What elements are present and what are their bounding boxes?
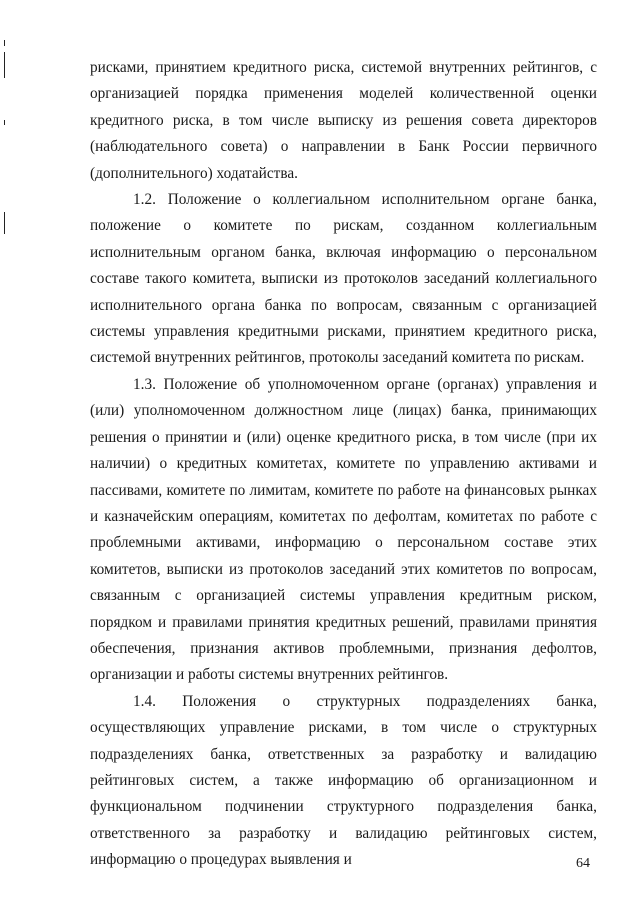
paragraph-1-4: 1.4. Положения о структурных подразделениях банка, осуществляющих управление рисками, в том числе о структурных подразделениях банка, ответственных за разработку и валидацию рейтинговых систем, а также информацию об организационном и функциональном подчинении структурного подразделения банка, ответственного за разработку и валидацию рейтинговых систем, информацию о процедурах выявления и (90, 692, 597, 869)
scan-artifact-mark (4, 40, 5, 46)
scan-artifact-mark (4, 120, 5, 125)
page-number: 64 (576, 856, 590, 871)
paragraph-1-2: 1.2. Положение о коллегиальном исполнительном органе банка, положение о комитете по рискам, созданном коллегиальным исполнительным органом банка, включая информацию о персональном составе такого комитета, выписки из протоколов заседаний коллегиального исполнительного органа банка по вопросам, связанным с организацией системы управления кредитными рисками, принятием кредитного риска, системой внутренних рейтингов, протоколы заседаний комитета по рискам. (90, 191, 597, 367)
scan-artifact-mark (4, 212, 5, 234)
scan-artifact-mark (4, 52, 5, 78)
document-body (90, 55, 597, 874)
paragraph-1-3: 1.3. Положение об уполномоченном органе (органах) управления и (или) уполномоченном должностном лице (лицах) банка, принимающих решения о принятии и (или) оценке кредитного риска, в том числе (при их наличии) о кредитных комитетах, комитете по управлению активами и пассивами, комитете по лимитам, комитете по работе на финансовых рынках и казначейским операциям, комитетах по дефолтам, комитетах по работе с проблемными активами, информацию о персональном составе этих комитетов, выписки из протоколов заседаний этих комитетов по вопросам, связанным с организацией системы управления кредитным риском, порядком и правилами принятия кредитных решений, правилами принятия обеспечения, признания активов проблемными, признания дефолтов, организации и работы системы внутренних рейтингов. (90, 375, 597, 684)
paragraph-continuation: рисками, принятием кредитного риска, системой внутренних рейтингов, с организацией порядка применения моделей количественной оценки кредитного риска, в том числе выписку из решения совета директоров (наблюдательного совета) о направлении в Банк России первичного (дополнительного) ходатайства. (90, 59, 597, 182)
